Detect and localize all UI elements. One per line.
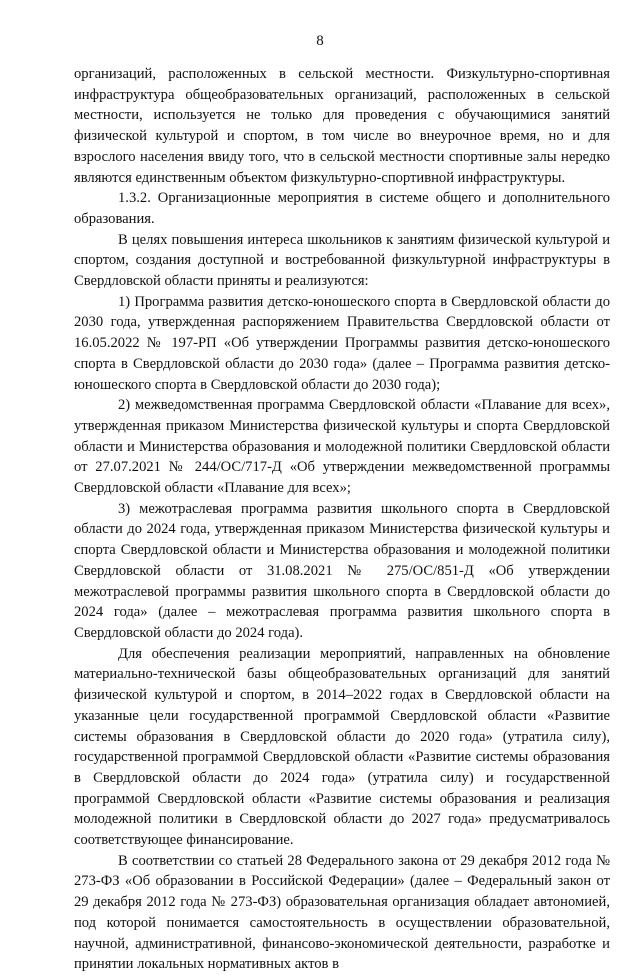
section-heading-1-3-2: 1.3.2. Организационные мероприятия в системе общего и дополнительного образования. bbox=[74, 190, 610, 227]
paragraph-continuation: организаций, расположенных в сельской местности. Физкультурно-спортивная инфраструктура общеобразовательных организаций, расположенных в сельской местности, используется не только для проведения с обучающимися занятий физической культурой и спортом, в том числе во внеурочное время, но и для взрослого населения ввиду того, что в сельской местности спортивные залы нередко являются единственным объектом физкультурно-спортивной инфраструктуры. bbox=[74, 66, 610, 186]
list-item-2: 2) межведомственная программа Свердловской области «Плавание для всех», утвержденная приказом Министерства физической культуры и спорта Свердловской области и Министерства образования и молодежной политики Свердловской области от 27.07.2021 № 244/ОС/717-Д «Об утверждении межведомственной программы Свердловской области «Плавание для всех»; bbox=[74, 397, 610, 497]
paragraph-federal-law: В соответствии со статьей 28 Федерального закона от 29 декабря 2012 года № 273-ФЗ «Об образовании в Российской Федерации» (далее – Федеральный закон от 29 декабря 2012 года № 273-ФЗ) образовательная организация обладает автономией, под которой понимается самостоятельность в осуществлении образовательной, научной, административной, финансово-экономической деятельности, разработке и принятии локальных нормативных актов в bbox=[74, 852, 610, 973]
page-number: 8 bbox=[316, 33, 324, 49]
paragraph-funding: Для обеспечения реализации мероприятий, направленных на обновление материально-технической базы общеобразовательных организаций для занятий физической культурой и спортом, в 2014–2022 годах в Свердловской области на указанные цели государственной программой Свердловской области «Развитие системы образования в Свердловской области до 2020 года» (утратила силу), государственной программой Свердловской области «Развитие системы образования в Свердловской области до 2024 года» (утратила силу) и государственной программой Свердловской области «Развитие системы образования и реализация молодежной политики в Свердловской области до 2027 года» предусматривалось соответствующее финансирование. bbox=[74, 645, 610, 849]
document-body bbox=[74, 64, 610, 975]
list-item-1: 1) Программа развития детско-юношеского спорта в Свердловской области до 2030 года, утвержденная распоряжением Правительства Свердловской области от 16.05.2022 № 197-РП «Об утверждении Программы развития детско-юношеского спорта в Свердловской области до 2030 года» (далее – Программа развития детско-юношеского спорта в Свердловской области до 2030 года); bbox=[74, 293, 610, 393]
list-item-3: 3) межотраслевая программа развития школьного спорта в Свердловской области до 2024 года, утвержденная приказом Министерства физической культуры и спорта Свердловской области и Министерства образования и молодежной политики Свердловской области от 31.08.2021 № 275/ОС/851-Д «Об утверждении межотраслевой программы развития школьного спорта в Свердловской области до 2024 года» (далее – межотраслевая программа развития школьного спорта в Свердловской области до 2024 года). bbox=[74, 500, 610, 641]
paragraph-intro: В целях повышения интереса школьников к занятиям физической культурой и спортом, создания доступной и востребованной физкультурной инфраструктуры в Свердловской области приняты и реализуются: bbox=[74, 231, 610, 290]
